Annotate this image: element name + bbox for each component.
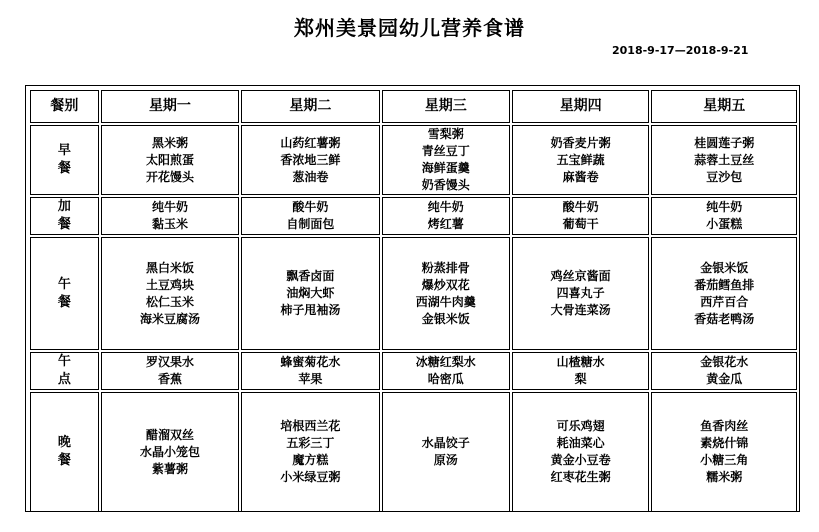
meal-type-cell bbox=[30, 392, 99, 512]
menu-cell-wednesday bbox=[382, 125, 510, 195]
header-wednesday: 星期三 bbox=[382, 90, 510, 123]
dish-item: 海米豆腐汤 bbox=[139, 311, 200, 326]
meal-type-cell bbox=[30, 352, 99, 390]
dish-item: 酸牛奶 bbox=[562, 200, 599, 214]
dish-item: 纯牛奶 bbox=[151, 200, 188, 214]
dish-item: 雪梨粥 bbox=[427, 127, 464, 141]
menu-cell-monday bbox=[101, 352, 239, 390]
dish-item: 梨 bbox=[574, 372, 587, 386]
menu-cell-friday bbox=[651, 237, 797, 350]
dish-item: 麻酱卷 bbox=[562, 169, 599, 184]
menu-cell-monday bbox=[101, 197, 239, 235]
dish-item: 开花馒头 bbox=[145, 169, 194, 184]
dish-item: 鸡丝京酱面 bbox=[550, 269, 611, 283]
dish-item: 冰糖红梨水 bbox=[415, 355, 476, 369]
menu-cell-monday bbox=[101, 125, 239, 195]
dish-item: 西芹百合 bbox=[700, 294, 749, 309]
dish-item: 纯牛奶 bbox=[706, 200, 743, 214]
meal-type-char: 餐 bbox=[57, 453, 71, 468]
dish-item: 罗汉果水 bbox=[145, 355, 194, 369]
dish-item: 可乐鸡翅 bbox=[556, 419, 605, 433]
header-monday: 星期一 bbox=[101, 90, 239, 123]
dish-item: 黑白米饭 bbox=[145, 260, 194, 275]
meal-type-char: 餐 bbox=[57, 217, 71, 232]
menu-cell-thursday bbox=[512, 392, 649, 512]
meal-type-char: 早 bbox=[57, 143, 71, 158]
dish-item: 香菇老鸭汤 bbox=[694, 311, 755, 326]
dish-item: 自制面包 bbox=[286, 217, 335, 231]
table-row-morning-snack bbox=[30, 197, 797, 235]
menu-cell-wednesday bbox=[382, 197, 510, 235]
menu-cell-friday bbox=[651, 352, 797, 390]
dish-item: 大骨连菜汤 bbox=[550, 303, 611, 317]
dish-item: 奶香麦片粥 bbox=[550, 135, 611, 150]
meal-type-char: 晚 bbox=[57, 435, 71, 450]
dish-item: 海鲜蛋羹 bbox=[421, 161, 470, 175]
table-row-lunch bbox=[30, 237, 797, 350]
dish-item: 葡萄干 bbox=[562, 217, 599, 231]
menu-cell-friday bbox=[651, 392, 797, 512]
dish-item: 柿子甩袖汤 bbox=[280, 303, 341, 317]
dish-item: 酸牛奶 bbox=[292, 200, 329, 214]
table-row-dinner bbox=[30, 392, 797, 512]
dish-item: 香蕉 bbox=[157, 372, 182, 386]
dish-item: 四喜丸子 bbox=[556, 286, 605, 300]
meal-type-cell bbox=[30, 125, 99, 195]
header-meal-type: 餐别 bbox=[30, 90, 99, 123]
date-range: 2018-9-17—2018-9-21 bbox=[612, 44, 749, 57]
meal-type-char: 加 bbox=[57, 199, 71, 214]
dish-item: 哈密瓜 bbox=[427, 372, 464, 386]
menu-cell-thursday bbox=[512, 125, 649, 195]
menu-cell-friday bbox=[651, 125, 797, 195]
menu-cell-monday bbox=[101, 237, 239, 350]
menu-cell-thursday bbox=[512, 237, 649, 350]
table-row-breakfast bbox=[30, 125, 797, 195]
meal-type-cell bbox=[30, 197, 99, 235]
menu-cell-thursday bbox=[512, 197, 649, 235]
dish-item: 葱油卷 bbox=[292, 169, 329, 184]
dish-item: 油焖大虾 bbox=[286, 286, 335, 300]
dish-item: 山楂糖水 bbox=[556, 355, 605, 369]
dish-item: 素烧什锦 bbox=[700, 436, 749, 450]
dish-item: 五彩三丁 bbox=[286, 436, 335, 450]
header-tuesday: 星期二 bbox=[241, 90, 379, 123]
dish-item: 青丝豆丁 bbox=[421, 144, 470, 158]
dish-item: 五宝鲜蔬 bbox=[556, 152, 605, 167]
header-friday: 星期五 bbox=[651, 90, 797, 123]
dish-item: 纯牛奶 bbox=[427, 200, 464, 214]
dish-item: 蒜蓉土豆丝 bbox=[694, 152, 755, 167]
dish-item: 小米绿豆粥 bbox=[280, 470, 341, 484]
menu-cell-monday bbox=[101, 392, 239, 512]
table-row-afternoon-snack bbox=[30, 352, 797, 390]
dish-item: 水晶小笼包 bbox=[139, 444, 200, 459]
dish-item: 小糖三角 bbox=[700, 453, 749, 467]
menu-cell-tuesday bbox=[241, 392, 379, 512]
menu-cell-wednesday bbox=[382, 352, 510, 390]
meal-type-char: 餐 bbox=[57, 161, 71, 176]
menu-cell-friday bbox=[651, 197, 797, 235]
menu-cell-wednesday bbox=[382, 237, 510, 350]
header-thursday: 星期四 bbox=[512, 90, 649, 123]
dish-item: 香浓地三鲜 bbox=[280, 152, 341, 167]
dish-item: 原汤 bbox=[433, 453, 458, 467]
meal-type-char: 午 bbox=[57, 354, 71, 369]
dish-item: 豆沙包 bbox=[706, 169, 743, 184]
menu-cell-tuesday bbox=[241, 197, 379, 235]
menu-cell-tuesday bbox=[241, 352, 379, 390]
dish-item: 魔方糕 bbox=[292, 453, 329, 467]
dish-item: 奶香馒头 bbox=[421, 178, 470, 192]
dish-item: 番茄鳕鱼排 bbox=[694, 277, 755, 292]
dish-item: 烤红薯 bbox=[427, 217, 464, 231]
dish-item: 醋溜双丝 bbox=[145, 427, 194, 442]
dish-item: 红枣花生粥 bbox=[550, 470, 611, 484]
menu-cell-wednesday bbox=[382, 392, 510, 512]
menu-body bbox=[30, 125, 797, 512]
meal-type-char: 餐 bbox=[57, 294, 71, 310]
header-row bbox=[30, 90, 797, 123]
dish-item: 鱼香肉丝 bbox=[700, 419, 749, 433]
dish-item: 黄金瓜 bbox=[706, 372, 743, 386]
dish-item: 西湖牛肉羹 bbox=[415, 294, 476, 309]
dish-item: 紫薯粥 bbox=[151, 461, 188, 476]
dish-item: 爆炒双花 bbox=[421, 277, 470, 292]
dish-item: 金银花水 bbox=[700, 355, 749, 369]
dish-item: 金银米饭 bbox=[700, 260, 749, 275]
menu-cell-tuesday bbox=[241, 125, 379, 195]
dish-item: 松仁玉米 bbox=[145, 294, 194, 309]
dish-item: 小蛋糕 bbox=[706, 217, 743, 231]
menu-cell-thursday bbox=[512, 352, 649, 390]
meal-type-char: 午 bbox=[57, 276, 71, 292]
dish-item: 培根西兰花 bbox=[280, 419, 341, 433]
dish-item: 粉蒸排骨 bbox=[421, 260, 470, 275]
dish-item: 苹果 bbox=[298, 372, 323, 386]
dish-item: 土豆鸡块 bbox=[145, 277, 194, 292]
dish-item: 黄金小豆卷 bbox=[550, 453, 611, 467]
meal-type-cell bbox=[30, 237, 99, 350]
dish-item: 飘香卤面 bbox=[286, 269, 335, 283]
dish-item: 桂圆莲子粥 bbox=[694, 135, 755, 150]
dish-item: 黑米粥 bbox=[151, 135, 188, 150]
dish-item: 金银米饭 bbox=[421, 311, 470, 326]
menu-cell-tuesday bbox=[241, 237, 379, 350]
dish-item: 水晶饺子 bbox=[421, 436, 470, 450]
dish-item: 蜂蜜菊花水 bbox=[280, 355, 341, 369]
dish-item: 山药红薯粥 bbox=[280, 135, 341, 150]
menu-table bbox=[28, 88, 799, 514]
page-title: 郑州美景园幼儿营养食谱 bbox=[294, 16, 525, 40]
meal-type-char: 点 bbox=[57, 372, 71, 387]
dish-item: 耗油菜心 bbox=[556, 436, 605, 450]
dish-item: 黏玉米 bbox=[151, 217, 188, 231]
dish-item: 太阳煎蛋 bbox=[145, 152, 194, 167]
dish-item: 糯米粥 bbox=[706, 470, 743, 484]
